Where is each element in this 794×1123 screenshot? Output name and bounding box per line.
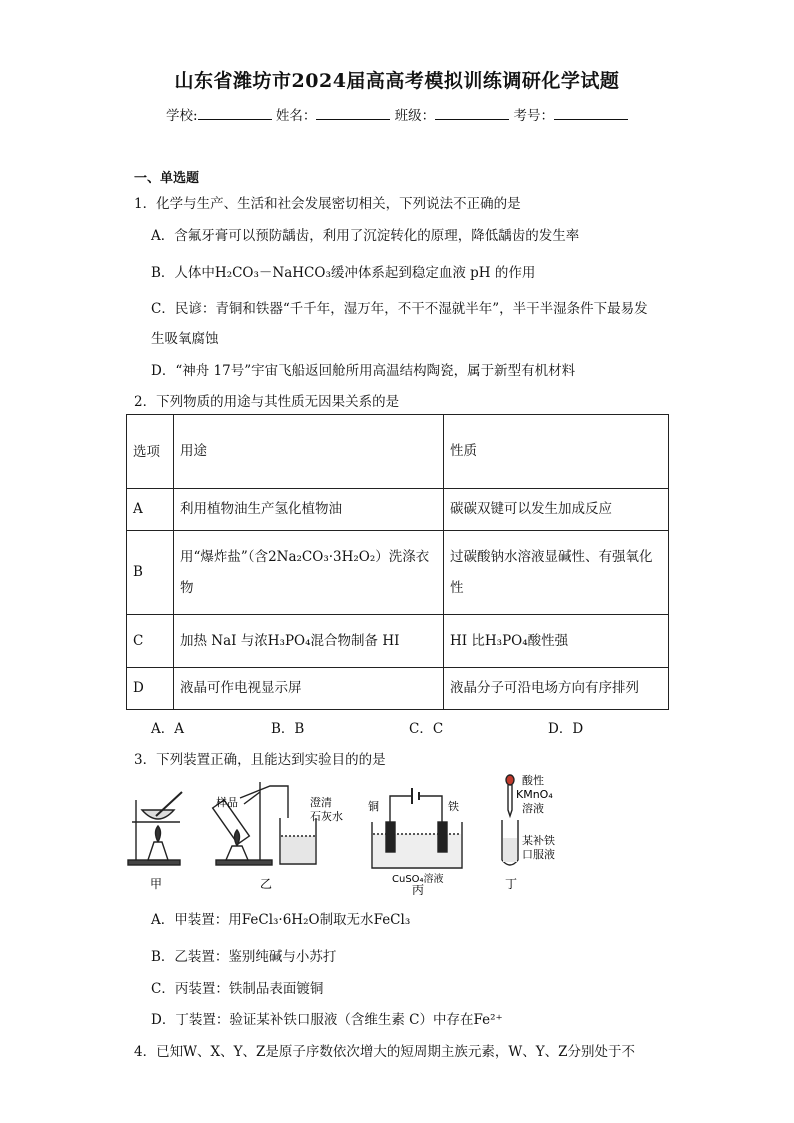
row-a-use: 利用植物油生产氢化植物油 (174, 489, 444, 531)
q1-stem: 1．化学与生产、生活和社会发展密切相关，下列说法不正确的是 (134, 196, 521, 212)
label-bing: 丙 (412, 883, 425, 895)
section-heading: 一、单选题 (134, 171, 200, 186)
label-acidic: 酸性 (522, 774, 544, 787)
table-header-row (127, 415, 669, 489)
label-ding: 丁 (505, 877, 518, 891)
q3-apparatus-figure (120, 770, 600, 895)
class-blank[interactable] (435, 107, 509, 120)
q2-stem: 2．下列物质的用途与其性质无因果关系的是 (134, 394, 400, 410)
q1-option-c-line2: 生吸氧腐蚀 (151, 331, 219, 347)
row-a-option: A (127, 489, 174, 531)
q3-option-a (151, 908, 410, 928)
row-d-property: 液晶分子可沿电场方向有序排列 (444, 668, 669, 710)
q2-choice-b[interactable]: B．B (271, 721, 305, 737)
label-sample: 样品 (216, 796, 238, 809)
apparatus-jia (128, 792, 182, 865)
label-kmno4: KMnO₄ (516, 788, 553, 801)
header-option: 选项 (127, 415, 174, 489)
label-oral-1: 某补铁 (522, 834, 555, 847)
label-limewater-2: 石灰水 (310, 810, 343, 823)
row-c-prop-post: 酸性强 (527, 632, 569, 649)
q1-option-b-post: 缓冲体系起到稳定血液 pH 的作用 (330, 265, 536, 281)
row-d-use: 液晶可作电视显示屏 (174, 668, 444, 710)
student-info-line (0, 104, 794, 124)
q2-choice-c[interactable]: C．C (409, 721, 444, 737)
row-a-property: 碳碳双键可以发生加成反应 (444, 489, 669, 531)
header-property: 性质 (444, 415, 669, 489)
apparatus-yi (213, 782, 316, 865)
row-b-option: B (127, 531, 174, 615)
label-iron: 铁 (448, 800, 459, 813)
label-yi: 乙 (260, 877, 273, 891)
row-c-prop-formula: H₃PO₄ (484, 632, 528, 649)
q3-option-a-formula-2: FeCl₃ (373, 912, 411, 928)
q4-stem: 4．已知W、X、Y、Z是原子序数依次增大的短周期主族元素，W、Y、Z分别处于不 (134, 1044, 636, 1060)
q2-choice-a[interactable]: A．A (151, 721, 184, 737)
name-label: 姓名： (275, 108, 317, 124)
exam-no-blank[interactable] (554, 107, 628, 120)
q1-option-b (151, 261, 535, 281)
row-b-use (174, 531, 444, 615)
school-label: 学校: (166, 108, 198, 124)
row-d-option: D (127, 668, 174, 710)
name-blank[interactable] (316, 107, 390, 120)
row-c-use-pre: 加热 NaI 与浓 (180, 632, 268, 649)
class-label: 班级： (394, 108, 436, 124)
table-row (127, 531, 669, 615)
label-jia: 甲 (150, 877, 163, 891)
label-oral-2: 口服液 (522, 848, 555, 861)
q3-option-d (151, 1008, 503, 1028)
q3-option-d-pre: D．丁装置：验证某补铁口服液（含维生素 C）中存在 (151, 1012, 474, 1028)
row-b-use-post: ）洗涤衣物 (180, 548, 430, 596)
row-b-property: 过碳酸钠水溶液显碱性、有强氧化性 (444, 531, 669, 615)
q3-option-b: B．乙装置：鉴别纯碱与小苏打 (151, 949, 337, 965)
q3-stem: 3．下列装置正确，且能达到实验目的的是 (134, 752, 386, 768)
label-limewater-1: 澄清 (310, 796, 332, 809)
table-row (127, 668, 669, 710)
q2-table (126, 414, 669, 710)
label-copper: 铜 (368, 800, 379, 813)
q3-option-c: C．丙装置：铁制品表面镀铜 (151, 981, 324, 997)
q1-option-b-formula: H₂CO₃－NaHCO₃ (214, 265, 331, 281)
row-c-use-post: 混合物制备 HI (310, 632, 400, 649)
q3-option-a-formula-1: FeCl₃·6H₂O (241, 912, 320, 928)
q3-option-a-pre: A．甲装置：用 (151, 912, 242, 928)
q1-option-d: D．“神舟 17号”宇宙飞船返回舱所用高温结构陶瓷，属于新型有机材料 (151, 363, 576, 379)
row-c-use (174, 615, 444, 668)
q3-option-d-formula: Fe²⁺ (473, 1012, 503, 1028)
q2-choice-d[interactable]: D．D (548, 721, 584, 737)
school-blank[interactable] (198, 107, 272, 120)
q1-option-c-line1: C．民谚：青铜和铁器“千千年，湿万年，不干不湿就半年”，半干半湿条件下最易发 (151, 301, 648, 317)
header-use: 用途 (174, 415, 444, 489)
q1-option-b-pre: B．人体中 (151, 265, 215, 281)
q1-option-a: A．含氟牙膏可以预防龋齿，利用了沉淀转化的原理，降低龋齿的发生率 (151, 228, 580, 244)
row-c-use-formula: H₃PO₄ (267, 632, 311, 649)
document-title: 山东省潍坊市2024届高高考模拟训练调研化学试题 (174, 70, 620, 92)
row-c-prop-pre: HI 比 (450, 632, 485, 649)
q3-option-a-mid: 制取无水 (319, 912, 374, 928)
exam-no-label: 考号： (513, 108, 554, 124)
label-solution: 溶液 (522, 802, 544, 815)
label-cuso4: CuSO₄溶液 (392, 874, 444, 885)
row-b-use-pre: 用“爆炸盐”（含 (180, 548, 269, 565)
table-row (127, 489, 669, 531)
row-c-option: C (127, 615, 174, 668)
row-b-use-formula: 2Na₂CO₃·3H₂O₂ (268, 548, 376, 565)
row-c-property (444, 615, 669, 668)
table-row (127, 615, 669, 668)
